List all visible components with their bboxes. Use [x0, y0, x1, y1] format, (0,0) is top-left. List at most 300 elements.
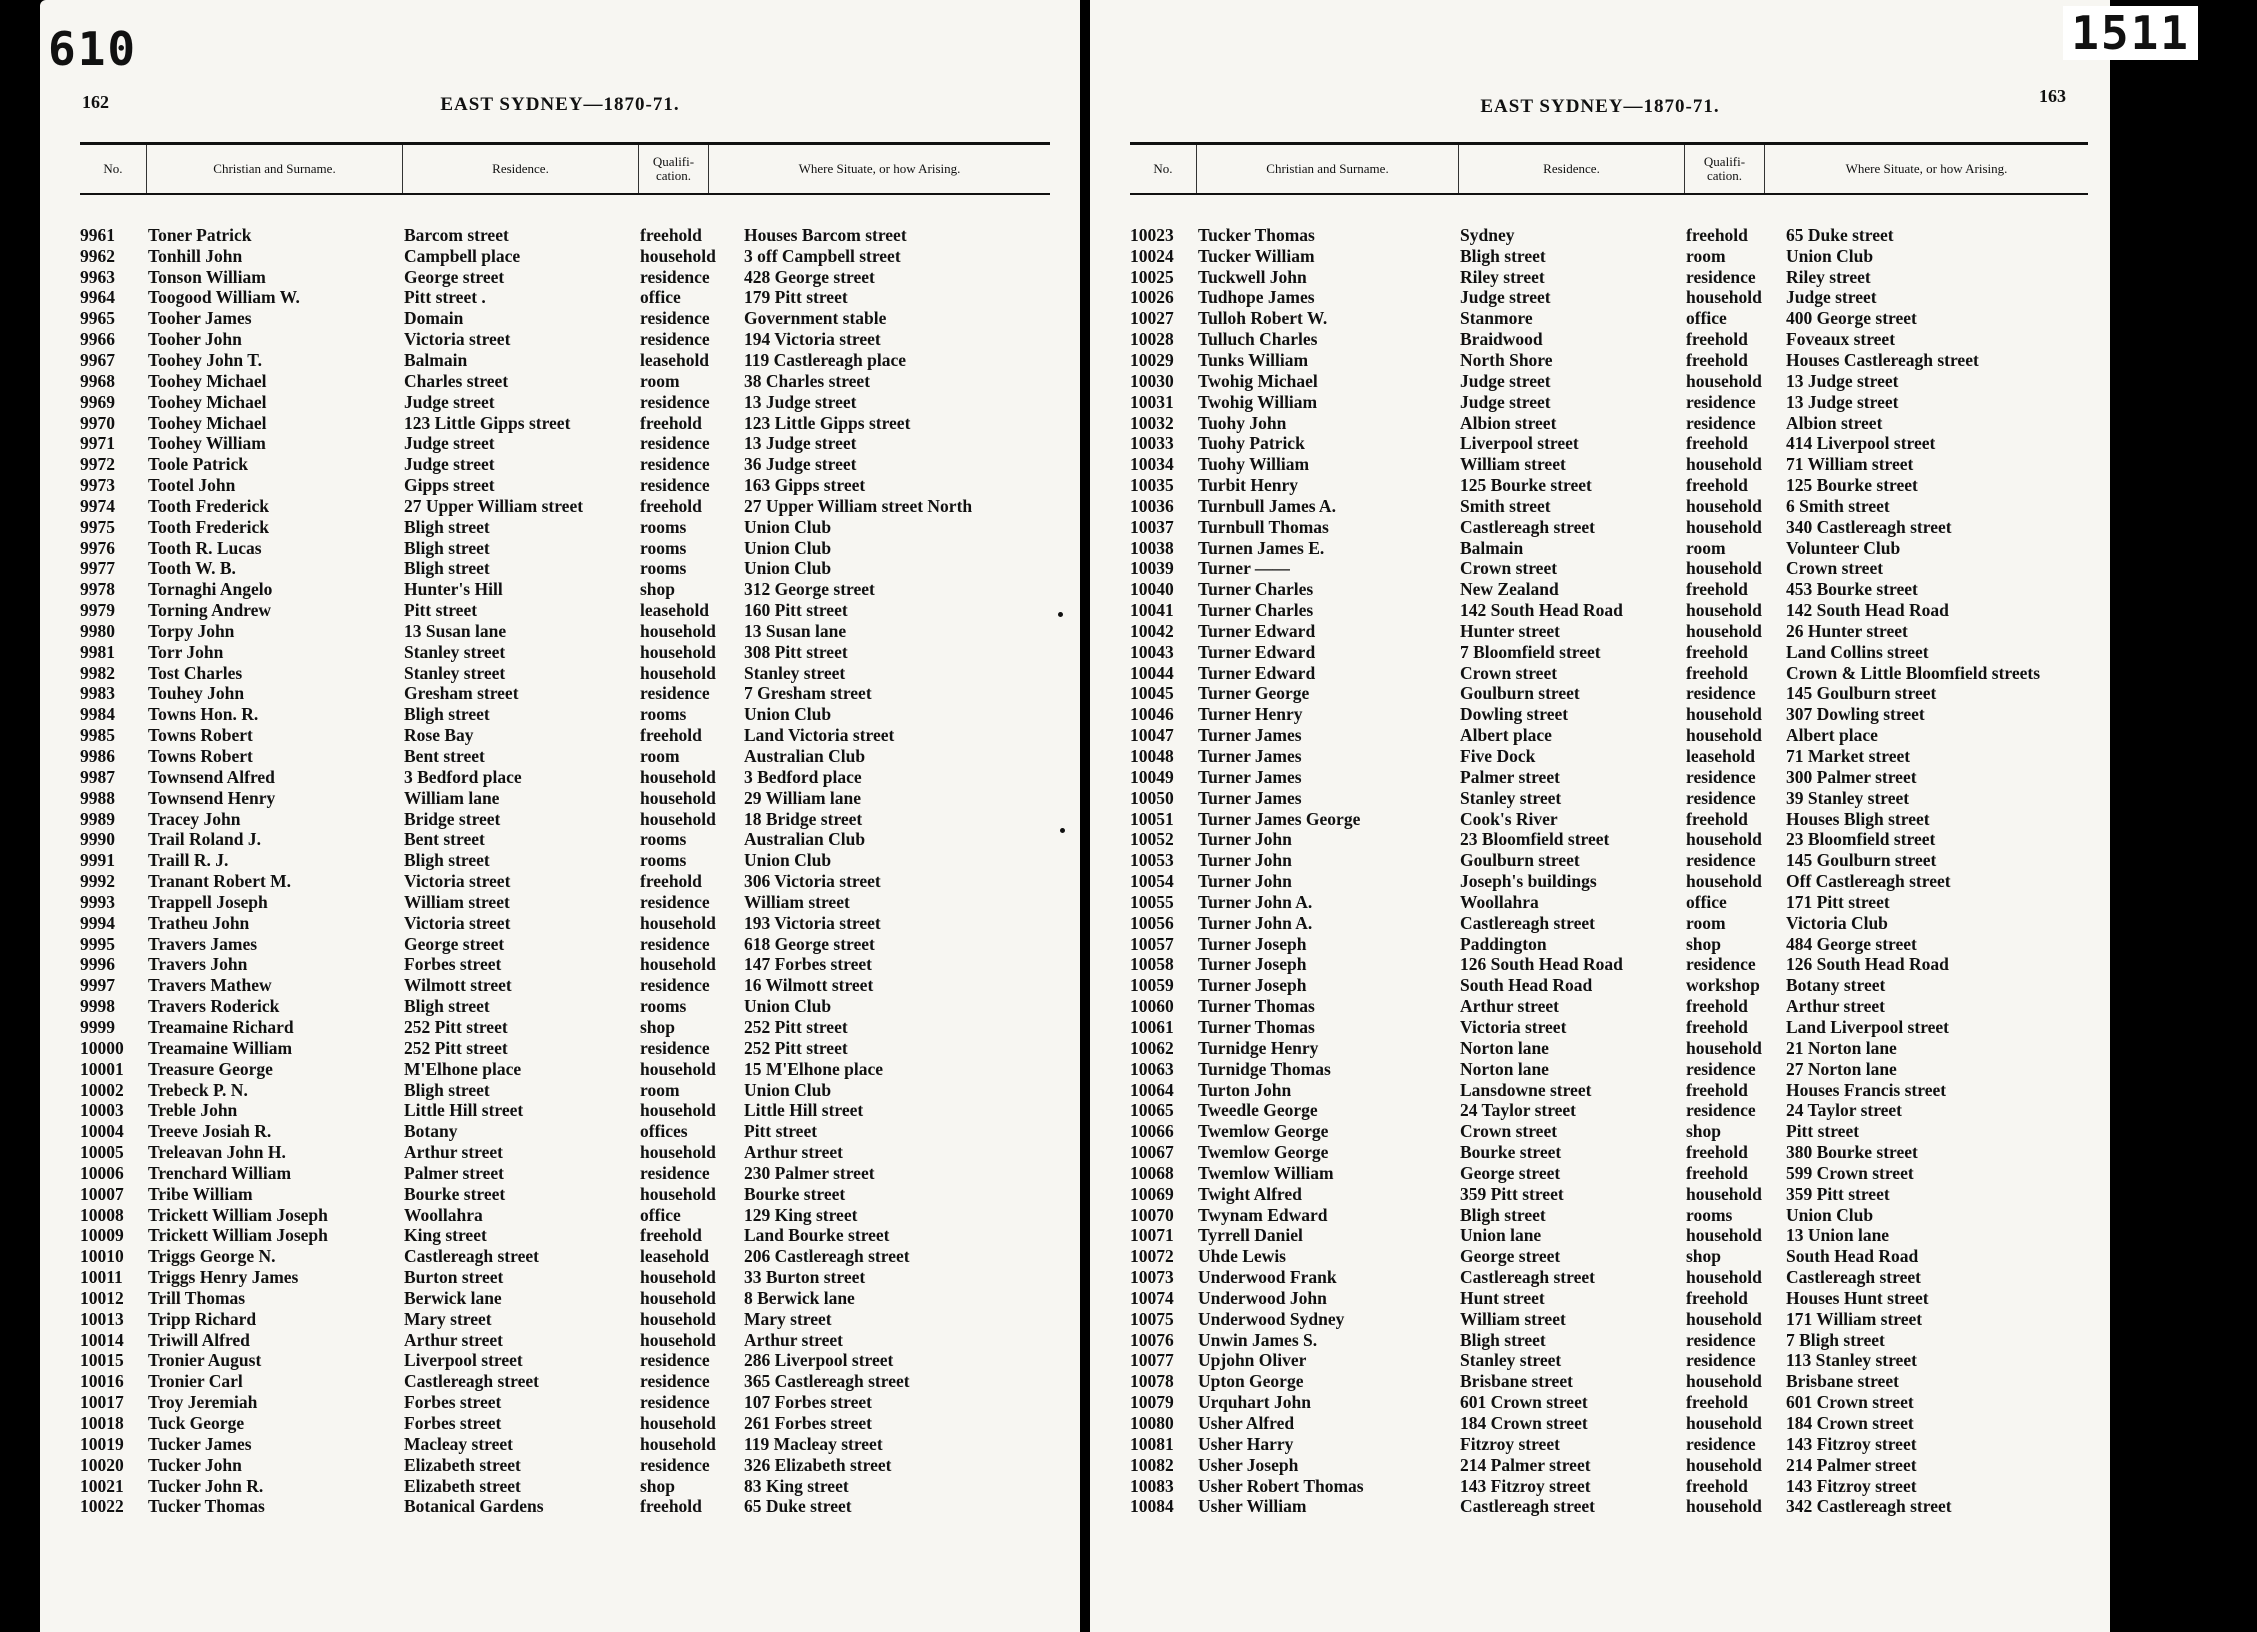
entry-number: 10005 — [80, 1142, 124, 1163]
voter-name: Turner James — [1198, 787, 1302, 808]
entry-number: 10049 — [1130, 766, 1174, 787]
qualification: residence — [1686, 954, 1756, 975]
table-row — [1130, 1476, 2088, 1497]
table-row — [1130, 1142, 2088, 1163]
residence: Woollahra — [404, 1204, 483, 1225]
voter-name: Twynam Edward — [1198, 1204, 1328, 1225]
qualification: leasehold — [640, 1246, 710, 1267]
residence: Castlereagh street — [404, 1246, 539, 1267]
table-row — [1130, 642, 2088, 663]
table-row — [80, 1392, 1050, 1413]
entry-number: 9965 — [80, 308, 115, 329]
voter-name: Upton George — [1198, 1371, 1304, 1392]
header-name: Christian and Surname. — [1196, 145, 1458, 193]
entry-number: 9964 — [80, 287, 115, 308]
entry-number: 10041 — [1130, 600, 1174, 621]
qualification: freehold — [640, 1225, 702, 1246]
table-row — [1130, 1163, 2088, 1184]
entry-number: 9995 — [80, 933, 115, 954]
qualification: household — [1686, 600, 1762, 621]
voter-name: Usher Alfred — [1198, 1413, 1295, 1434]
where-situate: 39 Stanley street — [1786, 787, 1910, 808]
where-situate: 33 Burton street — [744, 1267, 866, 1288]
voter-name: Towns Robert — [148, 725, 253, 746]
entry-number: 10036 — [1130, 495, 1174, 516]
qualification: freehold — [640, 725, 702, 746]
where-situate: South Head Road — [1786, 1246, 1919, 1267]
entry-number: 9962 — [80, 245, 115, 266]
table-row — [80, 1017, 1050, 1038]
table-row — [80, 913, 1050, 934]
residence: Bligh street — [1460, 1204, 1546, 1225]
where-situate: Stanley street — [744, 662, 846, 683]
table-row — [1130, 392, 2088, 413]
voter-name: Toohey John T. — [148, 349, 262, 370]
entry-number: 10003 — [80, 1100, 124, 1121]
residence: 27 Upper William street — [404, 495, 584, 516]
residence: Charles street — [404, 370, 509, 391]
qualification: residence — [640, 1454, 710, 1475]
where-situate: 428 George street — [744, 266, 875, 287]
entry-number: 10016 — [80, 1371, 124, 1392]
where-situate: 6 Smith street — [1786, 495, 1890, 516]
voter-name: Usher Harry — [1198, 1433, 1294, 1454]
entry-number: 10015 — [80, 1350, 124, 1371]
table-body — [80, 225, 1050, 1517]
where-situate: 18 Bridge street — [744, 808, 863, 829]
residence: North Shore — [1460, 349, 1553, 370]
entry-number: 10045 — [1130, 683, 1174, 704]
voter-name: Turnidge Thomas — [1198, 1058, 1331, 1079]
voter-name: Towns Hon. R. — [148, 704, 259, 725]
voter-name: Twohig Michael — [1198, 370, 1318, 391]
voter-name: Upjohn Oliver — [1198, 1350, 1307, 1371]
where-situate: 145 Goulburn street — [1786, 683, 1937, 704]
table-row — [1130, 1038, 2088, 1059]
where-situate: 125 Bourke street — [1786, 475, 1918, 496]
where-situate: Australian Club — [744, 746, 866, 767]
where-situate: Volunteer Club — [1786, 537, 1901, 558]
table-row — [1130, 371, 2088, 392]
table-row — [80, 1455, 1050, 1476]
residence: Judge street — [404, 391, 495, 412]
where-situate: Crown & Little Bloomfield streets — [1786, 662, 2041, 683]
where-situate: 113 Stanley street — [1786, 1350, 1917, 1371]
residence: Pitt street . — [404, 287, 486, 308]
table-row — [1130, 1288, 2088, 1309]
qualification: household — [640, 1433, 716, 1454]
entry-number: 10035 — [1130, 475, 1174, 496]
table-row — [80, 433, 1050, 454]
table-row — [80, 829, 1050, 850]
voter-name: Trail Roland J. — [148, 829, 261, 850]
where-situate: Brisbane street — [1786, 1371, 1899, 1392]
header-no: No. — [103, 161, 123, 176]
where-situate: Union Club — [744, 996, 832, 1017]
residence: New Zealand — [1460, 579, 1559, 600]
voter-name: Underwood John — [1198, 1287, 1327, 1308]
voter-name: Tuohy William — [1198, 454, 1310, 475]
residence: Dowling street — [1460, 704, 1569, 725]
where-situate: 484 George street — [1786, 933, 1917, 954]
where-situate: Houses Castlereagh street — [1786, 349, 1979, 370]
residence: Botanical Gardens — [404, 1496, 544, 1517]
where-situate: Union Club — [744, 704, 832, 725]
residence: Judge street — [404, 454, 495, 475]
table-row — [1130, 913, 2088, 934]
where-situate: Arthur street — [1786, 996, 1885, 1017]
table-row — [80, 1351, 1050, 1372]
voter-name: Turner George — [1198, 683, 1310, 704]
qualification: household — [1686, 1037, 1762, 1058]
residence: Judge street — [1460, 287, 1551, 308]
residence: Campbell place — [404, 245, 521, 266]
table-row — [80, 413, 1050, 434]
voter-name: Trappell Joseph — [148, 891, 268, 912]
qualification: household — [640, 641, 716, 662]
page-number: 162 — [82, 92, 109, 112]
where-situate: 194 Victoria street — [744, 329, 881, 350]
voter-name: Urquhart John — [1198, 1392, 1311, 1413]
header-where-situate: Where Situate, or how Arising. — [1764, 145, 2088, 193]
entry-number: 9990 — [80, 829, 115, 850]
table-row — [80, 1163, 1050, 1184]
table-row — [80, 767, 1050, 788]
where-situate: 21 Norton lane — [1786, 1037, 1897, 1058]
qualification: household — [1686, 1454, 1762, 1475]
where-situate: Land Liverpool street — [1786, 1016, 1950, 1037]
residence: Bent street — [404, 746, 485, 767]
table-row — [80, 371, 1050, 392]
table-row — [80, 496, 1050, 517]
where-situate: Off Castlereagh street — [1786, 871, 1951, 892]
residence: Bent street — [404, 829, 485, 850]
table-body — [1130, 225, 2088, 1517]
where-situate: 13 Judge street — [744, 433, 857, 454]
qualification: freehold — [1686, 808, 1748, 829]
voter-name: Tooth Frederick — [148, 495, 270, 516]
qualification: household — [1686, 829, 1762, 850]
voter-name: Turner Joseph — [1198, 933, 1307, 954]
table-row — [1130, 475, 2088, 496]
table-header-rule — [1130, 193, 2088, 195]
entry-number: 10057 — [1130, 933, 1174, 954]
voter-name: Turner John A. — [1198, 891, 1313, 912]
where-situate: Union Club — [744, 516, 832, 537]
table-row — [80, 663, 1050, 684]
voter-name: Travers Mathew — [148, 975, 272, 996]
table-row — [80, 809, 1050, 830]
header-qualification: Qualifi- cation. — [1684, 145, 1764, 193]
qualification: household — [640, 766, 716, 787]
entry-number: 10054 — [1130, 871, 1174, 892]
residence: Mary street — [404, 1308, 492, 1329]
qualification: residence — [1686, 1058, 1756, 1079]
residence: 24 Taylor street — [1460, 1100, 1577, 1121]
where-situate: 145 Goulburn street — [1786, 850, 1937, 871]
qualification: residence — [640, 1162, 710, 1183]
qualification: office — [1686, 308, 1727, 329]
entry-number: 10010 — [80, 1246, 124, 1267]
voter-name: Tweedle George — [1198, 1100, 1318, 1121]
entry-number: 10053 — [1130, 850, 1174, 871]
where-situate: 380 Bourke street — [1786, 1142, 1918, 1163]
where-situate: Pitt street — [744, 1121, 818, 1142]
entry-number: 10027 — [1130, 308, 1174, 329]
table-row — [1130, 1246, 2088, 1267]
qualification: household — [1686, 1413, 1762, 1434]
voter-name: Triggs Henry James — [148, 1267, 299, 1288]
residence: Palmer street — [404, 1162, 504, 1183]
entry-number: 9970 — [80, 412, 115, 433]
running-title: EAST SYDNEY—1870-71. — [440, 94, 680, 115]
qualification: freehold — [1686, 475, 1748, 496]
entry-number: 10037 — [1130, 516, 1174, 537]
table-row — [1130, 308, 2088, 329]
entry-number: 9991 — [80, 850, 115, 871]
where-situate: 65 Duke street — [1786, 224, 1894, 245]
entry-number: 10009 — [80, 1225, 124, 1246]
voter-name: Tooth Frederick — [148, 516, 270, 537]
qualification: household — [1686, 620, 1762, 641]
entry-number: 9996 — [80, 954, 115, 975]
voter-name: Usher Joseph — [1198, 1454, 1299, 1475]
voter-name: Trenchard William — [148, 1162, 292, 1183]
residence: William street — [1460, 454, 1566, 475]
where-situate: 618 George street — [744, 933, 875, 954]
residence: Riley street — [1460, 266, 1545, 287]
where-situate: 107 Forbes street — [744, 1392, 872, 1413]
voter-name: Tulloh Robert W. — [1198, 308, 1328, 329]
voter-name: Turner John — [1198, 850, 1292, 871]
where-situate: Mary street — [744, 1308, 832, 1329]
qualification: household — [1686, 1267, 1762, 1288]
residence: Bligh street — [404, 850, 490, 871]
entry-number: 9993 — [80, 891, 115, 912]
entry-number: 9961 — [80, 224, 115, 245]
residence: 143 Fitzroy street — [1460, 1475, 1591, 1496]
table-row — [80, 288, 1050, 309]
residence: Macleay street — [404, 1433, 513, 1454]
voter-name: Twemlow George — [1198, 1142, 1329, 1163]
header-where-situate: Where Situate, or how Arising. — [708, 145, 1050, 193]
qualification: office — [640, 287, 681, 308]
voter-name: Turner Thomas — [1198, 996, 1315, 1017]
entry-number: 9966 — [80, 329, 115, 350]
residence: Crown street — [1460, 662, 1558, 683]
voter-name: Toogood William W. — [148, 287, 300, 308]
table-row — [80, 1476, 1050, 1497]
qualification: freehold — [1686, 329, 1748, 350]
residence: Berwick lane — [404, 1287, 502, 1308]
residence: Bligh street — [1460, 1329, 1546, 1350]
entry-number: 10025 — [1130, 266, 1174, 287]
voter-name: Twohig William — [1198, 391, 1318, 412]
qualification: residence — [1686, 1433, 1756, 1454]
table-row — [1130, 267, 2088, 288]
entry-number: 9994 — [80, 912, 115, 933]
residence: Gipps street — [404, 475, 495, 496]
voter-name: Tucker John R. — [148, 1475, 264, 1496]
voter-name: Turner —— — [1198, 558, 1290, 579]
residence: Victoria street — [404, 912, 511, 933]
entry-number: 10034 — [1130, 454, 1174, 475]
entry-number: 9984 — [80, 704, 115, 725]
qualification: rooms — [640, 996, 687, 1017]
residence: Forbes street — [404, 954, 502, 975]
table-row — [80, 1434, 1050, 1455]
voter-name: Tratheu John — [148, 912, 250, 933]
entry-number: 10030 — [1130, 370, 1174, 391]
voter-name: Turner Charles — [1198, 600, 1314, 621]
table-row — [1130, 892, 2088, 913]
where-situate: 252 Pitt street — [744, 1016, 848, 1037]
qualification: room — [1686, 537, 1726, 558]
where-situate: 142 South Head Road — [1786, 600, 1949, 621]
qualification: residence — [640, 1037, 710, 1058]
table-row — [1130, 621, 2088, 642]
voter-name: Turner James — [1198, 766, 1302, 787]
qualification: shop — [640, 579, 676, 600]
entry-number: 9972 — [80, 454, 115, 475]
qualification: freehold — [1686, 1079, 1748, 1100]
table-row — [1130, 1330, 2088, 1351]
voter-name: Towns Robert — [148, 746, 253, 767]
voter-name: Tooth R. Lucas — [148, 537, 262, 558]
where-situate: 83 King street — [744, 1475, 849, 1496]
entry-number: 10014 — [80, 1329, 124, 1350]
table-row — [80, 850, 1050, 871]
table-row — [1130, 454, 2088, 475]
table-row — [80, 1121, 1050, 1142]
qualification: residence — [640, 933, 710, 954]
right-page — [1090, 0, 2190, 1632]
entry-number: 10032 — [1130, 412, 1174, 433]
table-row — [80, 246, 1050, 267]
voter-name: Turner John — [1198, 829, 1292, 850]
residence: Bligh street — [404, 1079, 490, 1100]
entry-number: 9982 — [80, 662, 115, 683]
where-situate: 38 Charles street — [744, 370, 871, 391]
voter-name: Tracey John — [148, 808, 241, 829]
residence: George street — [1460, 1246, 1561, 1267]
residence: Goulburn street — [1460, 683, 1580, 704]
voter-name: Trill Thomas — [148, 1287, 246, 1308]
voter-name: Treeve Josiah R. — [148, 1121, 272, 1142]
qualification: household — [1686, 725, 1762, 746]
voter-name: Tunks William — [1198, 349, 1309, 370]
table-row — [1130, 496, 2088, 517]
residence: Liverpool street — [404, 1350, 523, 1371]
table-row — [1130, 350, 2088, 371]
qualification: household — [640, 954, 716, 975]
table-row — [1130, 1413, 2088, 1434]
table-row — [80, 329, 1050, 350]
entry-number: 10022 — [80, 1496, 124, 1517]
residence: Liverpool street — [1460, 433, 1579, 454]
where-situate: 307 Dowling street — [1786, 704, 1925, 725]
qualification: freehold — [1686, 641, 1748, 662]
table-row — [1130, 288, 2088, 309]
table-row — [80, 1496, 1050, 1517]
where-situate: 230 Palmer street — [744, 1162, 875, 1183]
residence: George street — [1460, 1162, 1561, 1183]
qualification: freehold — [1686, 433, 1748, 454]
voter-name: Twemlow George — [1198, 1121, 1329, 1142]
residence: Hunter's Hill — [404, 579, 503, 600]
voter-name: Townsend Henry — [148, 787, 276, 808]
entry-number: 10000 — [80, 1037, 124, 1058]
voter-name: Touhey John — [148, 683, 245, 704]
where-situate: 65 Duke street — [744, 1496, 852, 1517]
where-situate: Union Club — [1786, 1204, 1874, 1225]
qualification: household — [1686, 704, 1762, 725]
entry-number: 9968 — [80, 370, 115, 391]
entry-number: 10039 — [1130, 558, 1174, 579]
entry-number: 10082 — [1130, 1454, 1174, 1475]
table-row — [80, 1205, 1050, 1226]
entry-number: 10044 — [1130, 662, 1174, 683]
qualification: rooms — [640, 558, 687, 579]
where-situate: 306 Victoria street — [744, 871, 881, 892]
residence: Stanley street — [1460, 1350, 1562, 1371]
voter-name: Triggs George N. — [148, 1246, 276, 1267]
table-row — [1130, 1392, 2088, 1413]
voter-name: Tranant Robert M. — [148, 871, 292, 892]
voter-name: Toner Patrick — [148, 224, 252, 245]
voter-name: Trebeck P. N. — [148, 1079, 248, 1100]
qualification: residence — [1686, 266, 1756, 287]
residence: 7 Bloomfield street — [1460, 641, 1601, 662]
table-row — [1130, 600, 2088, 621]
entry-number: 10007 — [80, 1183, 124, 1204]
table-row — [80, 579, 1050, 600]
qualification: freehold — [1686, 579, 1748, 600]
qualification: residence — [1686, 766, 1756, 787]
entry-number: 10061 — [1130, 1016, 1174, 1037]
header-qualification: Qualifi- cation. — [638, 145, 708, 193]
qualification: household — [640, 1183, 716, 1204]
entry-number: 10008 — [80, 1204, 124, 1225]
entry-number: 10065 — [1130, 1100, 1174, 1121]
qualification: freehold — [1686, 1142, 1748, 1163]
where-situate: 126 South Head Road — [1786, 954, 1949, 975]
entry-number: 10021 — [80, 1475, 124, 1496]
entry-number: 10029 — [1130, 349, 1174, 370]
voter-name: Tucker Thomas — [148, 1496, 265, 1517]
table-row — [1130, 1226, 2088, 1247]
qualification: residence — [640, 454, 710, 475]
voter-name: Turner Thomas — [1198, 1016, 1315, 1037]
qualification: residence — [640, 683, 710, 704]
table-row — [1130, 1267, 2088, 1288]
qualification: residence — [640, 891, 710, 912]
residence: Victoria street — [1460, 1016, 1567, 1037]
table-row — [80, 1080, 1050, 1101]
voter-name: Turnidge Henry — [1198, 1037, 1319, 1058]
residence: Judge street — [1460, 391, 1551, 412]
entry-number: 10058 — [1130, 954, 1174, 975]
voter-name: Turner James George — [1198, 808, 1361, 829]
qualification: freehold — [1686, 1392, 1748, 1413]
where-situate: Crown street — [1786, 558, 1884, 579]
voter-name: Torning Andrew — [148, 600, 272, 621]
qualification: rooms — [640, 704, 687, 725]
table-row — [80, 350, 1050, 371]
where-situate: 400 George street — [1786, 308, 1917, 329]
electoral-roll-table — [1130, 142, 2088, 1517]
where-situate: Land Collins street — [1786, 641, 1929, 662]
